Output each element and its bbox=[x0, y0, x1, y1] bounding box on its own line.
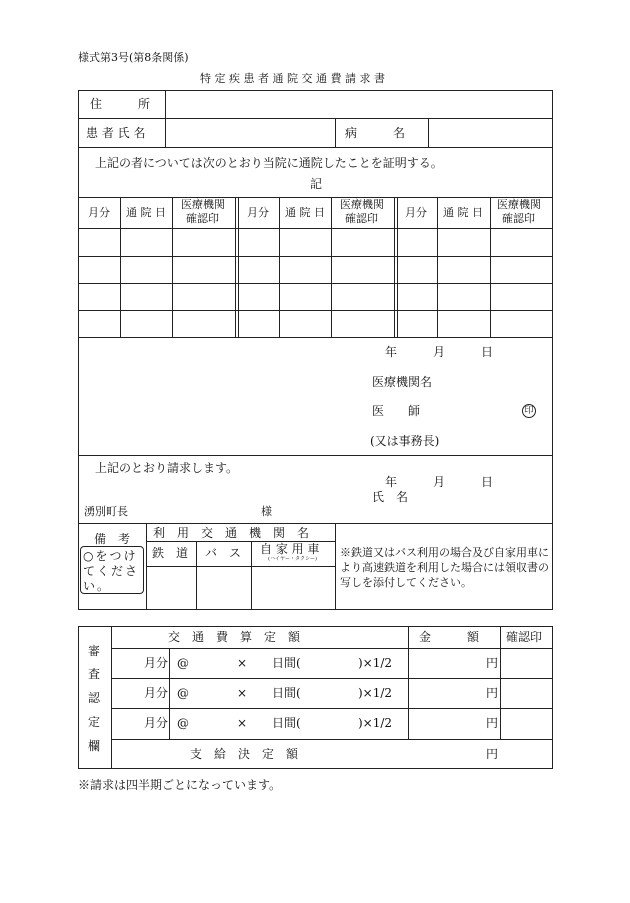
review-row-at: @ bbox=[177, 686, 189, 700]
review-side-3: 認 bbox=[88, 691, 101, 705]
review-row-at: @ bbox=[177, 716, 189, 730]
col-month-2: 月分 bbox=[247, 206, 269, 219]
review-row-days: 日間( bbox=[272, 656, 301, 670]
option-rail[interactable]: 鉄 道 bbox=[152, 546, 189, 560]
col-visit-day-1: 通 院 日 bbox=[126, 206, 166, 219]
review-side-1: 審 bbox=[88, 644, 101, 658]
review-row-times: × bbox=[237, 656, 248, 670]
col-seal-2b: 確認印 bbox=[345, 212, 378, 225]
form-title: 特 定 疾 患 者 通 院 交 通 費 請 求 書 bbox=[200, 72, 385, 85]
review-row-month: 月分 bbox=[144, 656, 169, 670]
remarks-instruction: ○をつけてください。 bbox=[83, 549, 140, 593]
col-seal-2a: 医療機関 bbox=[340, 198, 384, 211]
amount-header: 金 額 bbox=[419, 630, 480, 644]
addressee: 湧別町長 bbox=[84, 505, 128, 518]
col-seal-3a: 医療機関 bbox=[497, 198, 541, 211]
review-row-times: × bbox=[237, 716, 248, 730]
review-row-times: × bbox=[237, 686, 248, 700]
review-side-4: 定 bbox=[88, 715, 101, 729]
ki-label: 記 bbox=[310, 177, 323, 191]
address-label: 住 所 bbox=[90, 97, 151, 111]
option-private-car[interactable]: 自 家 用 車 bbox=[260, 542, 320, 556]
col-visit-day-2: 通 院 日 bbox=[285, 206, 325, 219]
review-row-half: )×1/2 bbox=[358, 716, 393, 730]
institution-label: 医療機関名 bbox=[372, 375, 433, 389]
disease-field[interactable] bbox=[432, 121, 550, 145]
review-row-month: 月分 bbox=[144, 686, 169, 700]
request-name-label: 氏 名 bbox=[372, 490, 409, 504]
form-number: 様式第3号(第8条関係) bbox=[78, 51, 189, 64]
option-bus[interactable]: バ ス bbox=[205, 546, 242, 560]
col-month-3: 月分 bbox=[405, 206, 427, 219]
clerk-label: (又は事務長) bbox=[370, 434, 440, 448]
review-row-yen: 円 bbox=[486, 686, 499, 700]
review-side-5: 欄 bbox=[88, 739, 101, 753]
review-row-yen: 円 bbox=[486, 656, 499, 670]
remarks-note: ※鉄道又はバス利用の場合及び自家用車により高速鉄道を利用した場合には領収書の写しを添付してください。 bbox=[340, 546, 549, 589]
request-date: 年 月 日 bbox=[385, 475, 494, 489]
calc-header: 交 通 費 算 定 額 bbox=[168, 630, 301, 644]
review-row-yen: 円 bbox=[486, 716, 499, 730]
seal-mark-icon: 印 bbox=[522, 404, 536, 418]
doctor-label: 医 師 bbox=[372, 404, 421, 418]
review-row-days: 日間( bbox=[272, 716, 301, 730]
review-row-days: 日間( bbox=[272, 686, 301, 700]
patient-name-field[interactable] bbox=[170, 121, 330, 145]
remarks-label: 備 考 bbox=[94, 532, 131, 546]
review-row-at: @ bbox=[177, 656, 189, 670]
patient-name-label: 患 者 氏 名 bbox=[86, 126, 146, 140]
certification-text: 上記の者については次のとおり当院に通院したことを証明する。 bbox=[95, 156, 443, 170]
address-field[interactable] bbox=[170, 92, 550, 116]
private-car-note: (ハイヤー・タクシー) bbox=[268, 556, 317, 562]
transport-header: 利 用 交 通 機 関 名 bbox=[153, 526, 310, 540]
col-seal-1a: 医療機関 bbox=[181, 198, 225, 211]
addressee-sama: 様 bbox=[261, 505, 272, 518]
review-row-half: )×1/2 bbox=[358, 686, 393, 700]
review-row-half: )×1/2 bbox=[358, 656, 393, 670]
cert-date: 年 月 日 bbox=[385, 345, 494, 359]
col-seal-3b: 確認印 bbox=[502, 212, 535, 225]
confirm-header: 確認印 bbox=[506, 630, 543, 644]
review-side-2: 査 bbox=[88, 667, 101, 681]
request-text: 上記のとおり請求します。 bbox=[95, 461, 239, 475]
review-row-month: 月分 bbox=[144, 716, 169, 730]
total-label: 支 給 決 定 額 bbox=[190, 747, 299, 761]
footer-note: ※請求は四半期ごとになっています。 bbox=[78, 778, 282, 792]
total-yen: 円 bbox=[486, 747, 499, 761]
col-month-1: 月分 bbox=[88, 206, 110, 219]
col-seal-1b: 確認印 bbox=[186, 212, 219, 225]
disease-label: 病 名 bbox=[345, 126, 406, 140]
col-visit-day-3: 通 院 日 bbox=[443, 206, 483, 219]
